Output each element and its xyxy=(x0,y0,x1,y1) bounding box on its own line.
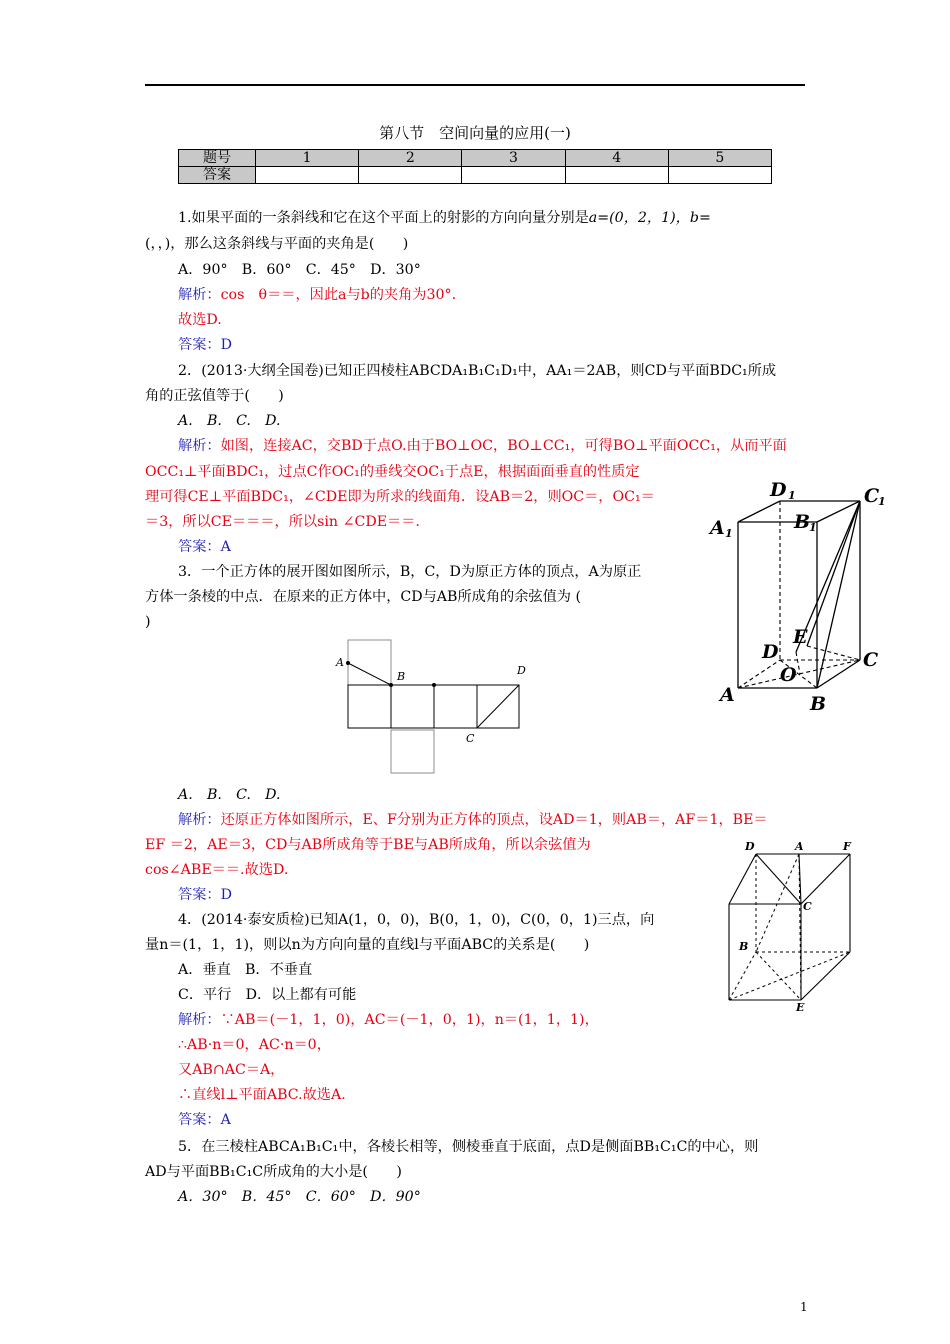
answer-cell[interactable] xyxy=(256,167,359,184)
answer-table xyxy=(178,149,772,184)
q2-stem-line2: 角的正弦值等于( ) xyxy=(145,388,284,404)
net-label-a: A xyxy=(336,656,344,669)
q3-stem-line3: ) xyxy=(145,614,151,630)
prism-label-sub: 1 xyxy=(809,521,817,534)
cube-label-e: E xyxy=(796,1001,805,1014)
q4-answer: 答案：A xyxy=(178,1112,231,1128)
q2-options: A. B. C. D. xyxy=(178,413,281,429)
answer-table-header-label: 题号 xyxy=(179,150,256,167)
answer-cell[interactable] xyxy=(462,167,565,184)
q2-analysis-line3: 理可得CE⊥平面BDC₁，∠CDE即为所求的线面角．设AB＝2，则OC＝，OC₁＝ xyxy=(145,489,655,505)
answer-cell[interactable] xyxy=(359,167,462,184)
q3-answer: 答案：D xyxy=(178,887,232,903)
net-label-c: C xyxy=(466,732,475,745)
cube-label-f: F xyxy=(843,840,851,853)
q3-analysis: 解析：还原正方体如图所示，E、F分别为正方体的顶点，设AD＝1，则AB＝，AF＝1，BE＝ xyxy=(178,812,768,828)
page-number: 1 xyxy=(800,1300,808,1314)
prism-label-d: D xyxy=(762,641,779,663)
q5-options: A．30° B．45° C．60° D．90° xyxy=(178,1189,421,1205)
q1-answer: 答案：D xyxy=(178,337,232,353)
q3-options: A. B. C. D. xyxy=(178,787,281,803)
answer-table-answer-label: 答案 xyxy=(179,167,256,184)
cube-net-figure xyxy=(330,640,530,775)
cube-label-d: D xyxy=(745,840,755,853)
q4-options-line2: C．平行 D．以上都有可能 xyxy=(178,987,357,1003)
prism-label-e: E xyxy=(793,626,808,648)
prism-label-a: A xyxy=(720,684,735,706)
prism-label-sub: 1 xyxy=(878,495,886,508)
prism-label-sub: 1 xyxy=(788,489,796,502)
q2-analysis-line2: OCC₁⊥平面BDC₁，过点C作OC₁的垂线交OC₁于点E，根据面面垂直的性质定 xyxy=(145,464,640,480)
q1-options: A．90° B．60° C．45° D．30° xyxy=(178,262,421,278)
q2-analysis-line4: ＝3，所以CE＝＝＝，所以sin ∠CDE＝＝. xyxy=(145,514,420,530)
net-label-d: D xyxy=(517,664,526,677)
cube-label-a: A xyxy=(795,840,804,853)
answer-table-number: 2 xyxy=(359,150,462,167)
q4-stem-line2: 量n＝(1，1，1)，则以n为方向向量的直线l与平面ABC的关系是( ) xyxy=(145,937,590,953)
q2-analysis: 解析：如图，连接AC，交BD于点O.由于BO⊥OC，BO⊥CC₁，可得BO⊥平面OCC₁，从而平面 xyxy=(178,438,787,454)
cube-label-b: B xyxy=(739,940,749,953)
q2-stem: 2．(2013·大纲全国卷)已知正四棱柱ABCDA₁B₁C₁D₁中，AA₁＝2AB，则CD与平面BDC₁所成 xyxy=(178,363,777,379)
answer-table-number: 1 xyxy=(256,150,359,167)
cube-label-c: C xyxy=(803,900,812,913)
q4-analysis-line4: ∴直线l⊥平面ABC.故选A. xyxy=(178,1087,346,1103)
q2-answer: 答案：A xyxy=(178,539,231,555)
prism-label-c: C xyxy=(863,649,879,671)
q4-analysis-line2: ∴AB·n＝0，AC·n＝0， xyxy=(178,1037,331,1053)
prism-label-c1: C xyxy=(864,485,880,507)
answer-cell[interactable] xyxy=(565,167,668,184)
q1-stem: 1.如果平面的一条斜线和它在这个平面上的射影的方向向量分别是a=(0，2，1)，b= xyxy=(178,210,711,226)
prism-figure xyxy=(700,470,900,720)
prism-label-d1: D xyxy=(770,479,787,501)
q3-analysis-line3: cos∠ABE＝＝.故选D. xyxy=(145,862,289,878)
q5-stem-line2: AD与平面BB₁C₁C所成角的大小是( ) xyxy=(145,1164,402,1180)
net-label-b: B xyxy=(397,670,406,683)
q1-stem-line2: (，，)，那么这条斜线与平面的夹角是( ) xyxy=(145,236,409,252)
prism-label-b1: B xyxy=(794,511,811,533)
q4-stem: 4．(2014·泰安质检)已知A(1，0，0)，B(0，1，0)，C(0，0，1)三点，向 xyxy=(178,912,655,928)
answer-table-number: 5 xyxy=(668,150,771,167)
prism-label-o: O xyxy=(780,664,797,686)
q3-stem: 3．一个正方体的展开图如图所示，B，C，D为原正方体的顶点，A为原正 xyxy=(178,564,642,580)
answer-table-number: 4 xyxy=(565,150,668,167)
q4-analysis-line3: 又AB∩AC＝A， xyxy=(178,1062,285,1078)
header-rule xyxy=(145,84,805,86)
page-title: 第八节 空间向量的应用(一) xyxy=(379,124,571,142)
answer-cell[interactable] xyxy=(668,167,771,184)
q5-stem: 5．在三棱柱ABCA₁B₁C₁中，各棱长相等，侧棱垂直于底面，点D是侧面BB₁C₁C的中心，则 xyxy=(178,1139,759,1155)
answer-table-number: 3 xyxy=(462,150,565,167)
q3-stem-line2: 方体一条棱的中点．在原来的正方体中，CD与AB所成角的余弦值为 ( xyxy=(145,589,582,605)
q1-analysis: 解析：cos θ＝＝，因此a与b的夹角为30°. xyxy=(178,287,457,303)
cube-figure xyxy=(720,838,860,1013)
q4-analysis: 解析：∵AB＝(－1，1，0)，AC＝(－1，0，1)，n＝(1，1，1)， xyxy=(178,1012,599,1028)
q3-analysis-line2: EF ＝2，AE＝3，CD与AB所成角等于BE与AB所成角，所以余弦值为 xyxy=(145,837,591,853)
q1-analysis-line2: 故选D. xyxy=(178,312,222,328)
prism-label-a1: A xyxy=(710,517,725,539)
prism-label-b: B xyxy=(810,693,827,715)
q4-options-line1: A．垂直 B．不垂直 xyxy=(178,962,313,978)
prism-label-sub: 1 xyxy=(725,527,733,540)
